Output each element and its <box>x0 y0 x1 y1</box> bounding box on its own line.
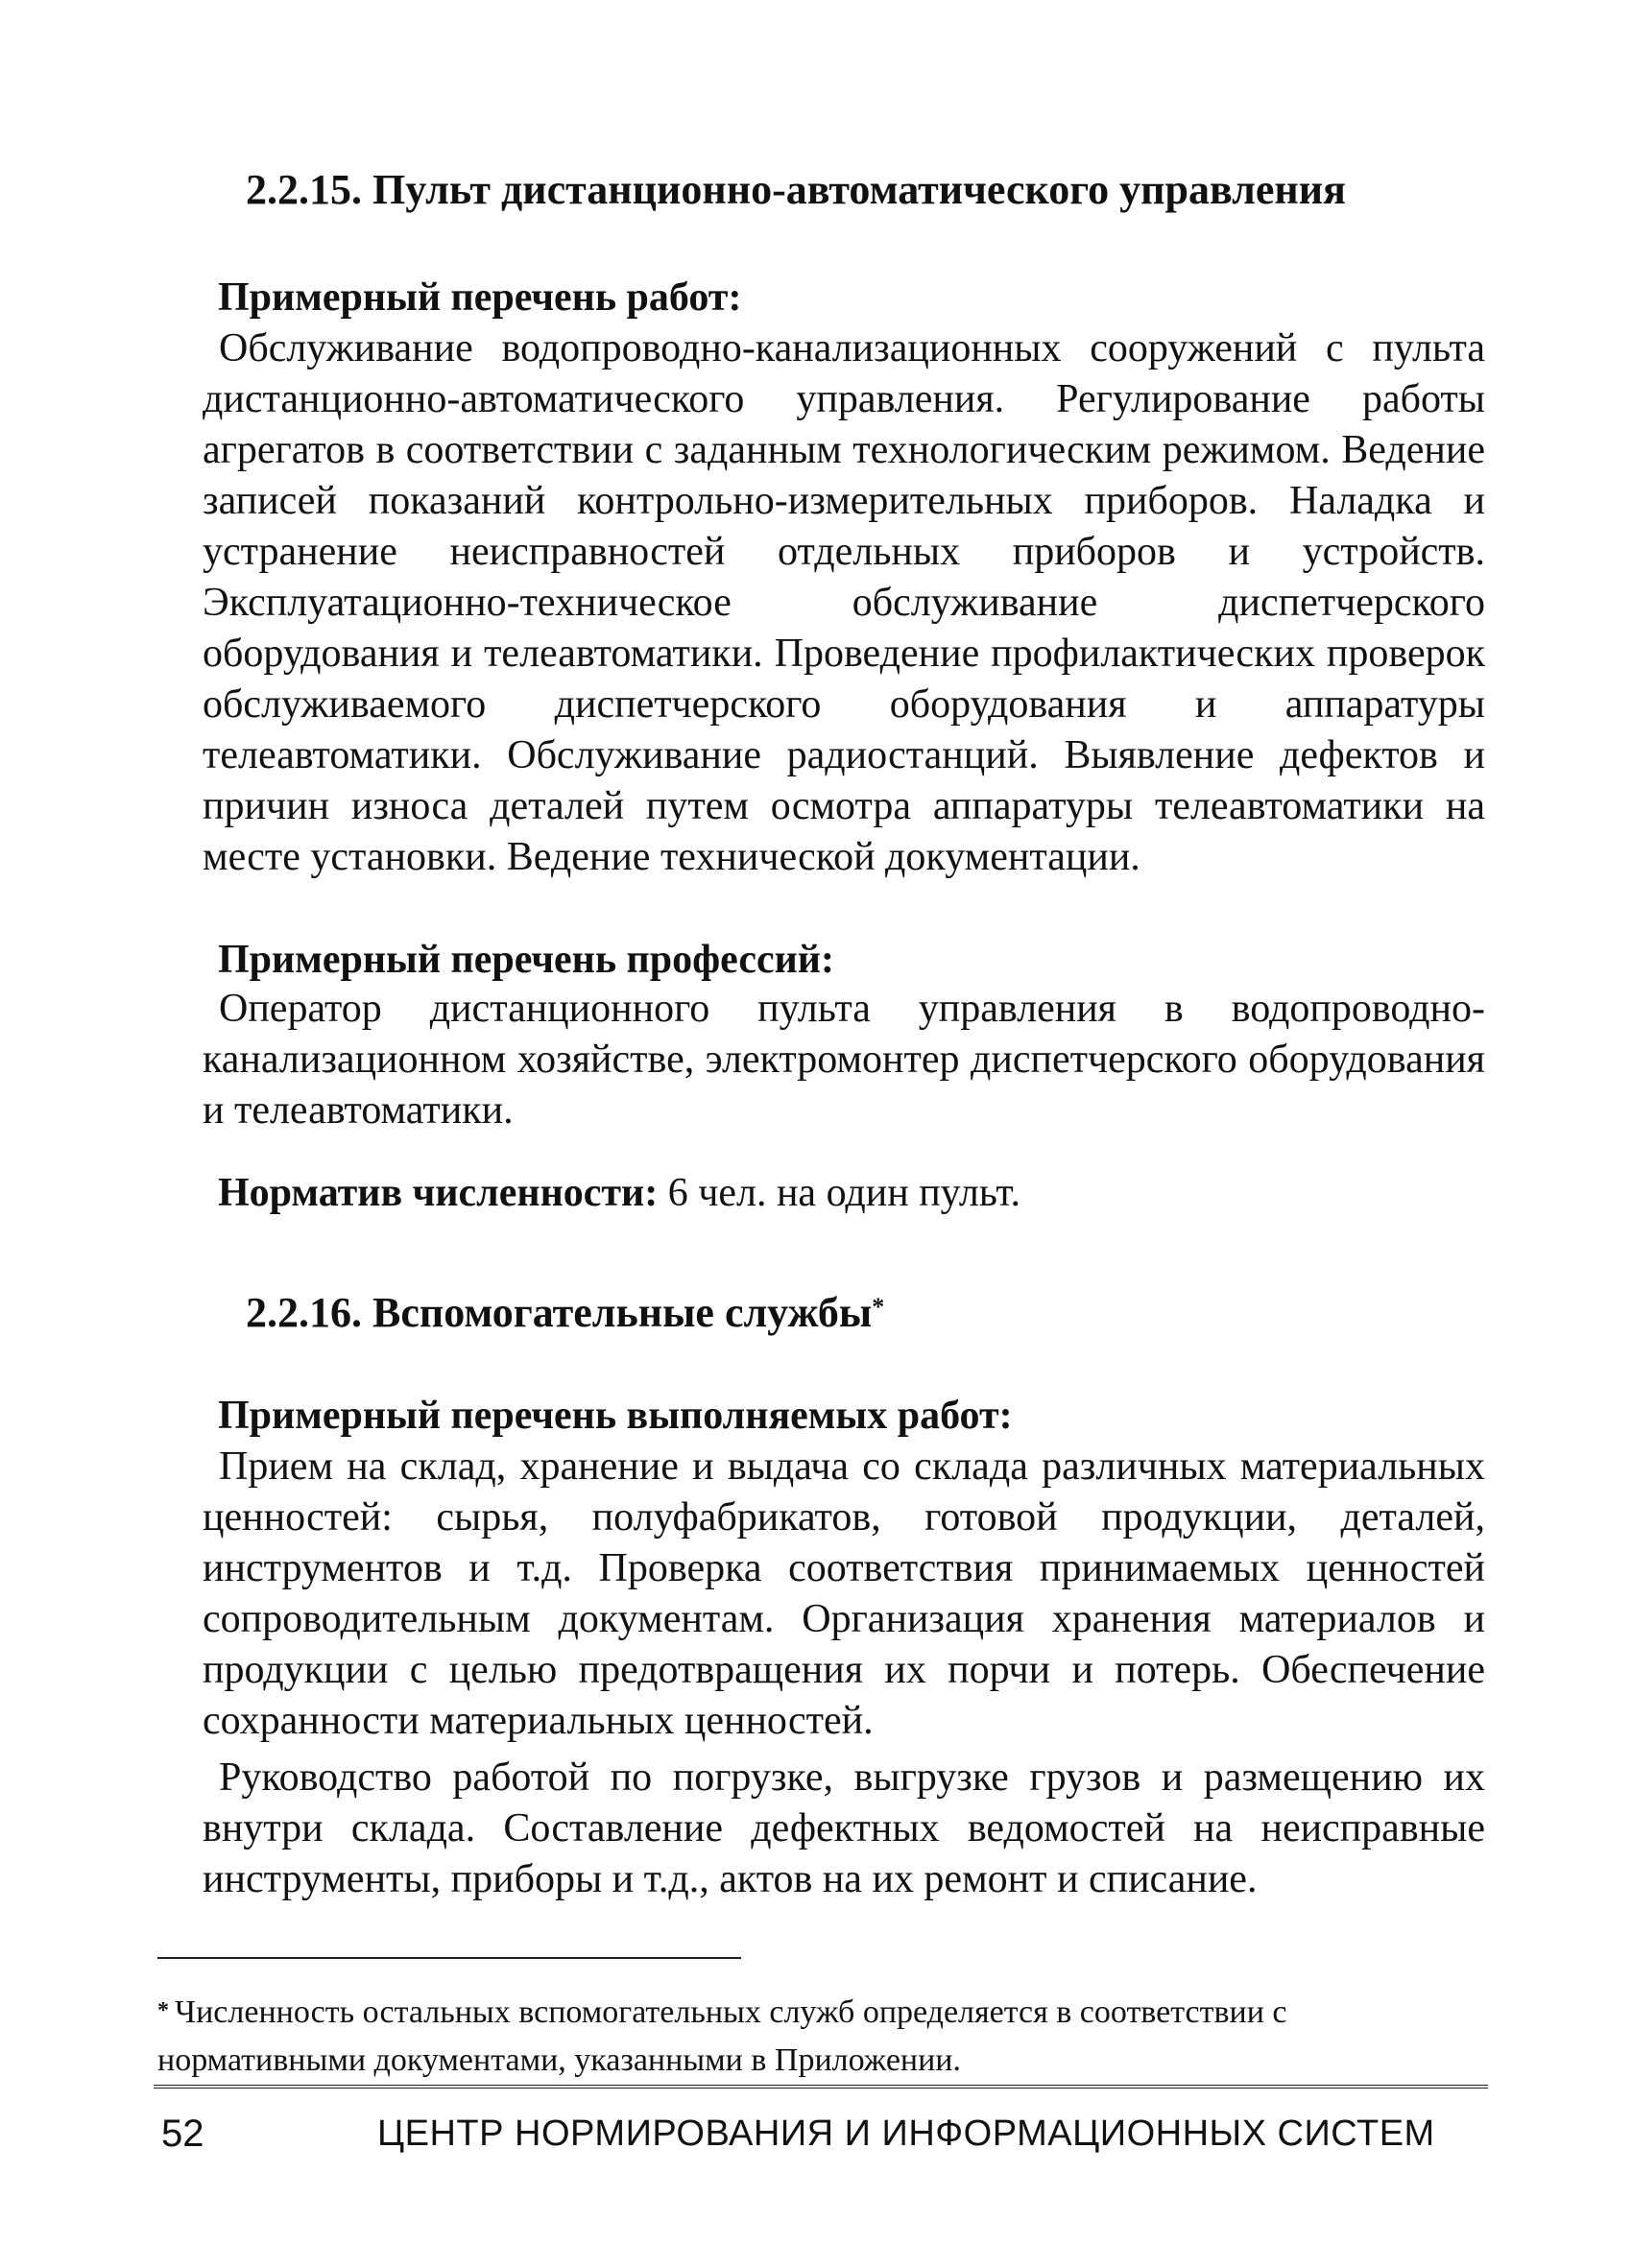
works-label-pult: Примерный перечень работ: <box>218 275 742 320</box>
footnote <box>157 1989 1492 2085</box>
section-heading-auxiliary-text: 2.2.16. Вспомогательные службы <box>246 1289 873 1336</box>
works-label-auxiliary: Примерный перечень выполняемых работ: <box>218 1394 1013 1438</box>
footer-title: ЦЕНТР НОРМИРОВАНИЯ И ИНФОРМАЦИОННЫХ СИСТЕМ <box>377 2113 1435 2154</box>
norm-value: 6 чел. на один пульт. <box>667 1171 1021 1215</box>
footnote-divider <box>157 1957 741 1959</box>
works-text-pult: Обслуживание водопроводно-канализационных сооружений с пульта дистанционно-автоматического управления. Регулирование работы агрегатов в соответствии с заданным технологическим режимом. Ведение записей показаний контрольно-измерительных приборов. Наладка и устранение неисправностей отдельных приборов и устройств. Эксплуатационно-техническое обслуживание диспетчерского оборудования и телеавтоматики. Проведение профилактических проверок обслуживаемого диспетчерского оборудования и аппаратуры телеавтоматики. Обслуживание радиостанций. Выявление дефектов и причин износа деталей путем осмотра аппаратуры телеавтоматики на месте установки. Ведение технической документации. <box>203 326 1485 879</box>
footer-divider <box>154 2085 1488 2089</box>
works-text-auxiliary-1: Прием на склад, хранение и выдача со склада различных материальных ценностей: сырья, полуфабрикатов, готовой продукции, деталей, инструментов и т.д. Проверка соответствия принимаемых ценностей сопроводительным документам. Организация хранения материалов и продукции с целью предотвращения их порчи и потерь. Обеспечение сохранности материальных ценностей. <box>203 1444 1485 1743</box>
section-heading-pult: 2.2.15. Пульт дистанционно-автоматического управления <box>246 166 1346 213</box>
page-number: 52 <box>161 2113 204 2155</box>
professions-label-pult: Примерный перечень профессий: <box>218 938 834 982</box>
norm-label: Норматив численности: <box>218 1171 659 1215</box>
works-text-auxiliary-2: Руководство работой по погрузке, выгрузке грузов и размещению их внутри склада. Составление дефектных ведомостей на неисправные инструменты, приборы и т.д., актов на их ремонт и списание. <box>203 1755 1485 1901</box>
section-heading-auxiliary <box>246 1288 884 1338</box>
footnote-marker: * <box>157 1998 169 2023</box>
norm-line <box>218 1169 1020 1217</box>
professions-text-pult: Оператор дистанционного пульта управления в водопроводно-канализационном хозяйстве, электромонтер диспетчерского оборудования и телеавтоматики. <box>203 987 1485 1133</box>
footnote-text: Численность остальных вспомогательных служб определяется в соответствии с нормативными документами, указанными в Приложении. <box>157 1994 1287 2078</box>
footnote-reference-marker: * <box>872 1293 885 1321</box>
